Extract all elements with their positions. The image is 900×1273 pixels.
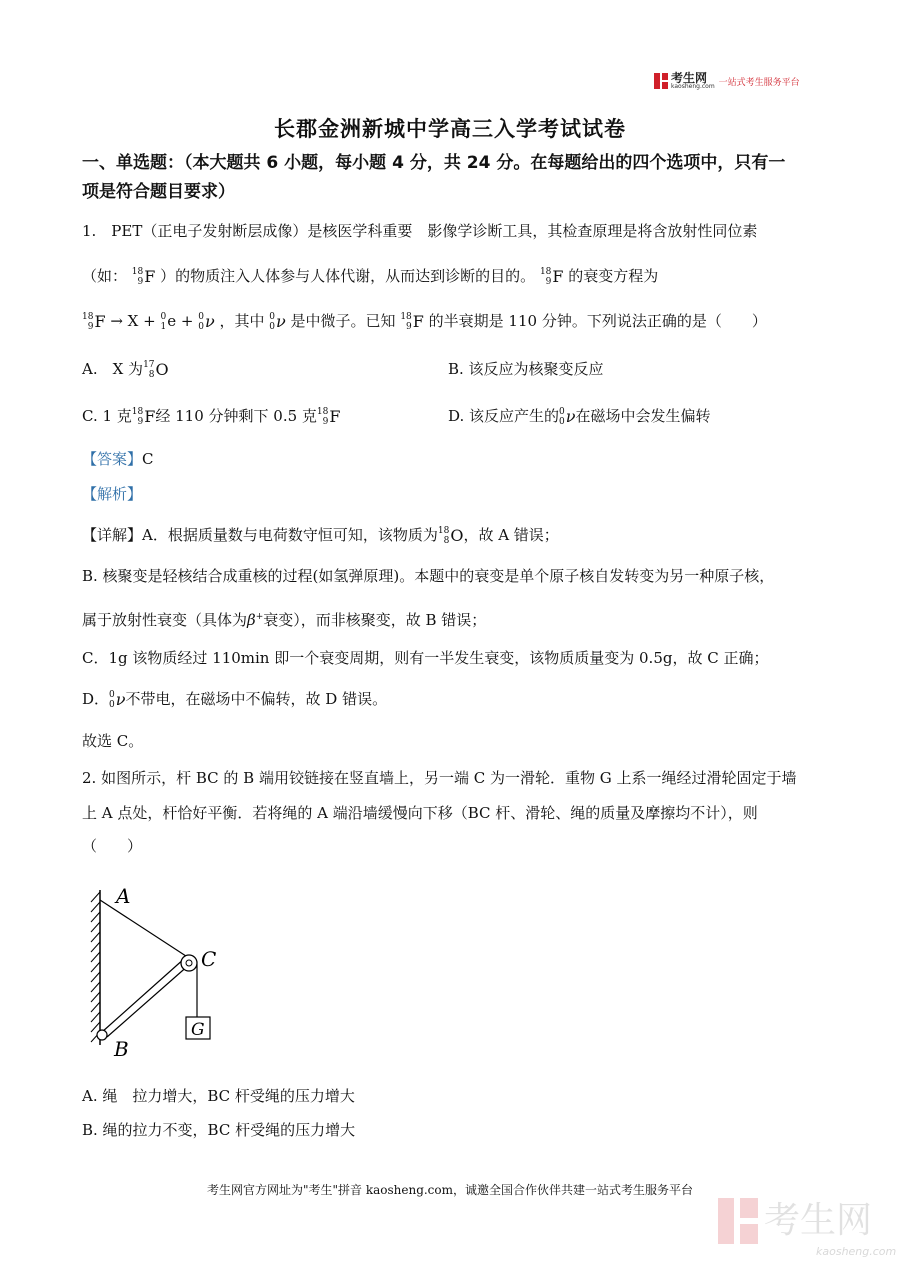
- q1-line2: [82, 266, 658, 287]
- q1-option-d-text: 在磁场中会发生偏转: [575, 407, 711, 425]
- detail-line5-b: 不带电，在磁场中不偏转，故 D 错误。: [125, 690, 388, 708]
- detail-label: 【详解】: [82, 526, 143, 544]
- positron-e: e +: [167, 312, 194, 330]
- nuclide-f18: 18 9 F: [539, 267, 564, 287]
- hinge-b: [97, 1030, 107, 1040]
- q1-option-b: B. 该反应为核聚变反应: [448, 360, 604, 378]
- q1-line2-c: 的衰变方程为: [568, 267, 659, 285]
- rod-bc: [107, 964, 190, 1037]
- q1-option-a: [82, 359, 169, 380]
- detail-line1-b: ，故 A 错误；: [463, 526, 559, 544]
- label-a: A: [116, 884, 131, 908]
- beta-plus: +: [255, 612, 264, 622]
- nuclide-f18: 18 9 F: [131, 267, 156, 287]
- nuclide-o17: 17 8 O: [143, 360, 169, 380]
- answer-value: C: [142, 450, 154, 468]
- conclusion: 故选 C。: [82, 732, 144, 750]
- nuclide-o18: 18 8 O: [437, 526, 464, 546]
- logo-url: kaosheng.com: [671, 83, 715, 90]
- q2-line3: （ ）: [82, 837, 143, 855]
- section-heading-line1: 一、单选题：（本大题共 6 小题，每小题 4 分，共 24 分。在每题给出的四个选项中，只有一: [82, 153, 786, 173]
- logo-name: 考生网: [671, 71, 708, 85]
- label-g: G: [191, 1020, 205, 1040]
- detail-line5: [82, 689, 387, 710]
- section-heading-line2: 项是符合题目要求）: [82, 182, 235, 202]
- q2-line2: 上 A 点处，杆恰好平衡．若将绳的 A 端沿墙缓慢向下移（BC 杆、滑轮、绳的质量及摩擦均不计），则: [82, 804, 758, 822]
- label-b: B: [114, 1037, 129, 1061]
- q1-line2-b: ）的物质注入人体参与人体代谢，从而达到诊断的目的。: [160, 267, 536, 285]
- nuclide-f18: 18 9 F: [82, 312, 106, 332]
- watermark-name: 考生网: [764, 1200, 873, 1241]
- q2-option-b: B. 绳的拉力不变，BC 杆受绳的压力增大: [82, 1121, 356, 1139]
- detail-line1: [82, 525, 559, 546]
- footer-text: 考生网官方网址为"考生"拼音 kaosheng.com，诚邀全国合作伙伴共建一站式考生服务平台: [206, 1183, 694, 1197]
- q1-answer: [82, 449, 154, 469]
- watermark-url: kaosheng.com: [816, 1245, 897, 1258]
- q1-option-d: [448, 406, 711, 427]
- q1-option-d-label: D. 该反应产生的: [448, 407, 560, 425]
- watermark-logo: [718, 1198, 872, 1244]
- label-c: C: [201, 947, 217, 971]
- nuclide-f18: 18 9 F: [400, 312, 424, 332]
- q1-option-a-label: A. X 为: [82, 360, 144, 378]
- neutrino: 0 0 ν: [109, 690, 126, 710]
- q1-option-c: [82, 406, 340, 427]
- q2-figure: [88, 880, 238, 1065]
- q1-option-c-mid: 经 110 分钟剩下 0.5 克: [155, 407, 317, 425]
- logo-tagline: 一站式考生服务平台: [718, 77, 800, 88]
- equation-arrow-x: → X +: [110, 312, 156, 330]
- neutrino: 0 0 ν: [198, 312, 215, 332]
- logo-mark-icon: [654, 73, 668, 89]
- q1-line2-a: （如：: [82, 267, 128, 285]
- positron: 0 1: [160, 312, 167, 332]
- q2-line1: 2. 如图所示，杆 BC 的 B 端用铰链接在竖直墙上，另一端 C 为一滑轮．重物 G 上系一绳经过滑轮固定于墙: [82, 769, 797, 787]
- rope-ac: [100, 900, 189, 958]
- detail-line3-b: 衰变），而非核聚变，故 B 错误；: [263, 611, 487, 629]
- answer-label: 【答案】: [82, 450, 143, 468]
- wall-hatch: [91, 892, 100, 1042]
- q1-line3-d: 是中微子。已知: [290, 312, 396, 330]
- q1-line3-c: ，其中: [219, 312, 265, 330]
- detail-line5-a: D．: [82, 690, 110, 708]
- watermark-mark-icon: [718, 1198, 758, 1244]
- q1-line1: 1. PET（正电子发射断层成像）是核医学科重要 影像学诊断工具，其检查原理是将含放射性同位素: [82, 222, 758, 240]
- q1-line3-e: 的半衰期是 110 分钟。下列说法正确的是（ ）: [428, 312, 767, 330]
- detail-line3-a: 属于放射性衰变（具体为: [82, 611, 248, 629]
- q1-equation-line: [82, 311, 767, 332]
- detail-line2: B. 核聚变是轻核结合成重核的过程(如氢弹原理)。本题中的衰变是单个原子核自发转变为另一种原子核，: [82, 567, 775, 585]
- beta-symbol: β: [247, 611, 256, 629]
- header-logo: [654, 72, 800, 90]
- neutrino: 0 0 ν: [559, 407, 576, 427]
- detail-line3: [82, 607, 486, 630]
- nuclide-f18: 18 9 F: [316, 407, 341, 427]
- detail-line4: C．1g 该物质经过 110min 即一个衰变周期，则有一半发生衰变，该物质质量变为 0.5g，故 C 正确；: [82, 649, 769, 667]
- neutrino: 0 0 ν: [269, 312, 286, 332]
- q2-option-a: A. 绳 拉力增大，BC 杆受绳的压力增大: [82, 1087, 355, 1105]
- analysis-label: 【解析】: [82, 485, 143, 503]
- detail-line1-a: A．根据质量数与电荷数守恒可知，该物质为: [142, 526, 438, 544]
- nuclide-f18: 18 9 F: [131, 407, 156, 427]
- page-title: 长郡金洲新城中学高三入学考试试卷: [274, 117, 626, 141]
- q1-option-c-label: C. 1 克: [82, 407, 132, 425]
